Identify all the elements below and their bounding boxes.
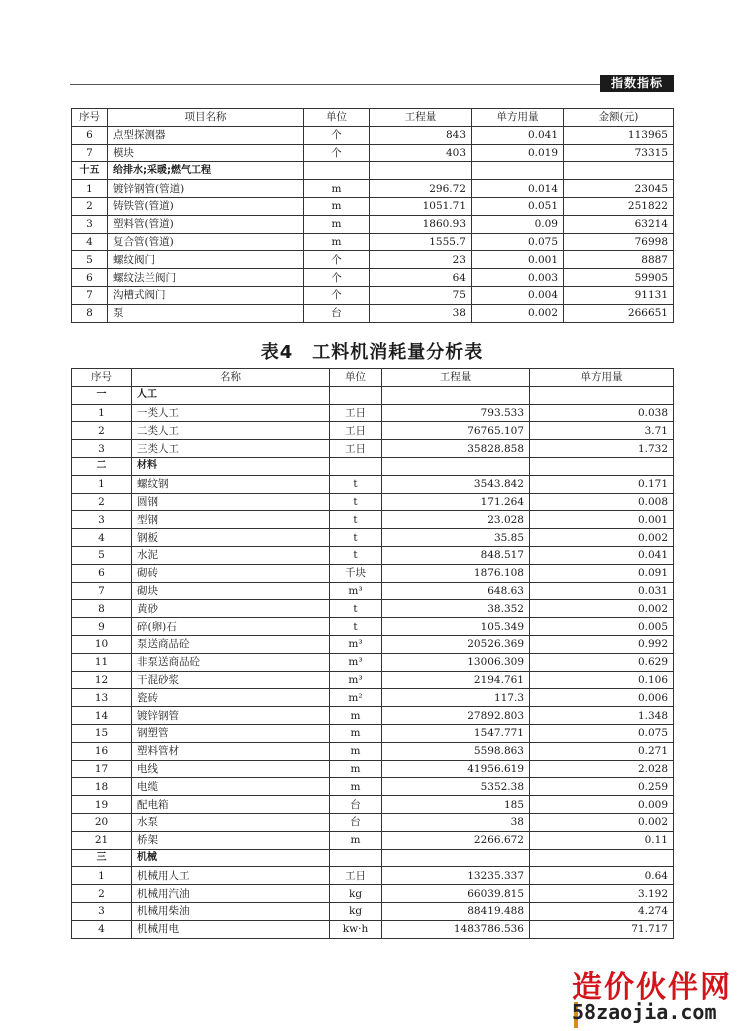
header-rule: [70, 84, 674, 85]
cell-name: 砌砖: [132, 564, 330, 582]
cell-index: 1: [72, 180, 108, 198]
col-header-quantity: 工程量: [370, 109, 472, 127]
cell-unit: kw·h: [330, 920, 382, 938]
cell-unit: [330, 386, 382, 404]
table-row: [72, 511, 674, 529]
cell-index: 14: [72, 707, 132, 725]
cell-unit: 台: [330, 813, 382, 831]
cell-quantity: 13006.309: [382, 653, 530, 671]
cell-quantity: 117.3: [382, 689, 530, 707]
cell-index: 12: [72, 671, 132, 689]
cell-name: 机械用柴油: [132, 902, 330, 920]
cell-index: 4: [72, 233, 108, 251]
cell-per-unit: 0.106: [530, 671, 674, 689]
table-row: [72, 144, 674, 162]
cell-index: 2: [72, 885, 132, 903]
cell-per-unit: 0.004: [472, 286, 564, 304]
cell-quantity: 88419.488: [382, 902, 530, 920]
cell-unit: m³: [330, 635, 382, 653]
cell-index: 2: [72, 197, 108, 215]
cell-unit: m: [330, 760, 382, 778]
cell-per-unit: 0.014: [472, 180, 564, 198]
cell-quantity: [382, 386, 530, 404]
cell-index: 4: [72, 920, 132, 938]
table-row: [72, 689, 674, 707]
cell-per-unit: 0.075: [472, 233, 564, 251]
cell-name: 瓷砖: [132, 689, 330, 707]
cell-unit: t: [330, 618, 382, 636]
cell-name: 人工: [132, 386, 330, 404]
cell-index: 8: [72, 600, 132, 618]
cell-quantity: 35.85: [382, 529, 530, 547]
cell-index: 3: [72, 902, 132, 920]
cell-amount: 91131: [564, 286, 674, 304]
col-header-per-unit: 单方用量: [530, 369, 674, 387]
section-row: [72, 162, 674, 180]
cell-per-unit: 4.274: [530, 902, 674, 920]
cell-unit: 个: [304, 144, 370, 162]
cell-quantity: 648.63: [382, 582, 530, 600]
cell-unit: m³: [330, 671, 382, 689]
cell-index: 5: [72, 251, 108, 269]
cell-per-unit: 0.629: [530, 653, 674, 671]
cell-unit: kg: [330, 902, 382, 920]
cell-name: 碎(卵)石: [132, 618, 330, 636]
table-row: [72, 635, 674, 653]
cell-amount: 73315: [564, 144, 674, 162]
cell-name: 点型探测器: [108, 126, 304, 144]
cell-index: 21: [72, 831, 132, 849]
cell-name: 一类人工: [132, 404, 330, 422]
cell-index: 7: [72, 144, 108, 162]
cell-index: 一: [72, 386, 132, 404]
cell-name: 镀锌钢管: [132, 707, 330, 725]
cell-name: 泵: [108, 304, 304, 322]
cell-quantity: 843: [370, 126, 472, 144]
table-header-row: [72, 369, 674, 387]
cell-amount: 76998: [564, 233, 674, 251]
table-row: [72, 885, 674, 903]
cell-per-unit: [530, 457, 674, 475]
cell-name: 机械用人工: [132, 867, 330, 885]
cell-unit: m³: [330, 582, 382, 600]
cell-name: 水泥: [132, 546, 330, 564]
cell-quantity: 3543.842: [382, 475, 530, 493]
cell-unit: 台: [330, 796, 382, 814]
section-row: [72, 849, 674, 867]
table-row: [72, 831, 674, 849]
table-row: [72, 251, 674, 269]
cell-unit: t: [330, 529, 382, 547]
cell-quantity: 1876.108: [382, 564, 530, 582]
table-row: [72, 671, 674, 689]
table-row: [72, 233, 674, 251]
table-row: [72, 197, 674, 215]
cell-quantity: 20526.369: [382, 635, 530, 653]
cell-quantity: 76765.107: [382, 422, 530, 440]
cell-unit: 个: [304, 126, 370, 144]
table-row: [72, 618, 674, 636]
cell-index: 1: [72, 404, 132, 422]
cell-per-unit: 0.019: [472, 144, 564, 162]
cell-quantity: 38: [370, 304, 472, 322]
cell-per-unit: 0.002: [530, 813, 674, 831]
cell-per-unit: 0.006: [530, 689, 674, 707]
cell-index: 二: [72, 457, 132, 475]
cell-per-unit: 0.008: [530, 493, 674, 511]
col-header-name: 项目名称: [108, 109, 304, 127]
cell-quantity: 185: [382, 796, 530, 814]
cell-unit: kg: [330, 885, 382, 903]
cell-index: 3: [72, 440, 132, 458]
cell-name: 机械用电: [132, 920, 330, 938]
table-row: [72, 546, 674, 564]
cell-per-unit: 0.075: [530, 724, 674, 742]
cell-name: 铸铁管(管道): [108, 197, 304, 215]
cell-quantity: [382, 849, 530, 867]
cell-per-unit: 71.717: [530, 920, 674, 938]
col-header-index: 序号: [72, 369, 132, 387]
table-row: [72, 269, 674, 287]
table-row: [72, 920, 674, 938]
cell-unit: m: [330, 724, 382, 742]
watermark-logo-text: 造价伙伴网: [572, 970, 732, 1005]
cell-unit: m: [330, 778, 382, 796]
cell-amount: 251822: [564, 197, 674, 215]
cell-index: 8: [72, 304, 108, 322]
cell-per-unit: 0.038: [530, 404, 674, 422]
cell-name: 螺纹钢: [132, 475, 330, 493]
cell-index: 6: [72, 564, 132, 582]
cell-name: 圆钢: [132, 493, 330, 511]
cell-quantity: [370, 162, 472, 180]
table-row: [72, 707, 674, 725]
cell-index: 4: [72, 529, 132, 547]
cell-index: 13: [72, 689, 132, 707]
table-row: [72, 778, 674, 796]
cell-index: 10: [72, 635, 132, 653]
cell-unit: 个: [304, 269, 370, 287]
cell-per-unit: 0.091: [530, 564, 674, 582]
cell-quantity: 105.349: [382, 618, 530, 636]
cell-quantity: 848.517: [382, 546, 530, 564]
cell-index: 三: [72, 849, 132, 867]
table-row: [72, 304, 674, 322]
cell-amount: 113965: [564, 126, 674, 144]
cell-index: 17: [72, 760, 132, 778]
col-header-per-unit: 单方用量: [472, 109, 564, 127]
cell-quantity: 5352.38: [382, 778, 530, 796]
cell-index: 5: [72, 546, 132, 564]
col-header-quantity: 工程量: [382, 369, 530, 387]
table-row: [72, 724, 674, 742]
cell-index: 6: [72, 126, 108, 144]
cell-name: 型钢: [132, 511, 330, 529]
cell-quantity: 38: [382, 813, 530, 831]
cell-quantity: 23: [370, 251, 472, 269]
table-row: [72, 902, 674, 920]
table-row: [72, 529, 674, 547]
cell-index: 1: [72, 475, 132, 493]
cell-index: 16: [72, 742, 132, 760]
cell-unit: t: [330, 475, 382, 493]
cell-unit: 个: [304, 286, 370, 304]
cell-per-unit: 0.259: [530, 778, 674, 796]
section-row: [72, 457, 674, 475]
cell-name: 干混砂浆: [132, 671, 330, 689]
cell-name: 三类人工: [132, 440, 330, 458]
table-row: [72, 867, 674, 885]
cell-quantity: 5598.863: [382, 742, 530, 760]
watermark-url: 58zaojia.com: [572, 1000, 717, 1024]
cell-unit: t: [330, 493, 382, 511]
cell-per-unit: 0.001: [472, 251, 564, 269]
table-row: [72, 493, 674, 511]
cell-index: 1: [72, 867, 132, 885]
cell-unit: 千块: [330, 564, 382, 582]
cell-per-unit: 1.732: [530, 440, 674, 458]
cell-quantity: 2194.761: [382, 671, 530, 689]
cell-unit: m: [330, 831, 382, 849]
cell-quantity: 1547.771: [382, 724, 530, 742]
cell-per-unit: 3.192: [530, 885, 674, 903]
cell-name: 电线: [132, 760, 330, 778]
cell-quantity: 13235.337: [382, 867, 530, 885]
cell-unit: [330, 849, 382, 867]
cell-per-unit: 0.031: [530, 582, 674, 600]
cell-name: 塑料管(管道): [108, 215, 304, 233]
cell-unit: 工日: [330, 867, 382, 885]
cell-quantity: 1860.93: [370, 215, 472, 233]
cell-index: 19: [72, 796, 132, 814]
cell-index: 2: [72, 422, 132, 440]
cell-index: 3: [72, 511, 132, 529]
cell-per-unit: 0.041: [530, 546, 674, 564]
table-row: [72, 422, 674, 440]
cell-name: 非泵送商品砼: [132, 653, 330, 671]
cell-unit: m³: [330, 653, 382, 671]
table-row: [72, 653, 674, 671]
table-row: [72, 126, 674, 144]
cell-per-unit: 0.003: [472, 269, 564, 287]
cell-per-unit: 0.001: [530, 511, 674, 529]
cell-per-unit: 3.71: [530, 422, 674, 440]
cell-per-unit: 0.009: [530, 796, 674, 814]
cell-quantity: 64: [370, 269, 472, 287]
cell-unit: t: [330, 511, 382, 529]
cell-quantity: 66039.815: [382, 885, 530, 903]
cell-per-unit: 1.348: [530, 707, 674, 725]
cell-name: 配电箱: [132, 796, 330, 814]
table-row: [72, 760, 674, 778]
cell-name: 泵送商品砼: [132, 635, 330, 653]
table-row: [72, 564, 674, 582]
cell-amount: 8887: [564, 251, 674, 269]
table-row: [72, 582, 674, 600]
table-row: [72, 286, 674, 304]
cell-unit: 工日: [330, 440, 382, 458]
cell-per-unit: 0.992: [530, 635, 674, 653]
cell-quantity: 27892.803: [382, 707, 530, 725]
cell-unit: 个: [304, 251, 370, 269]
cell-quantity: 1483786.536: [382, 920, 530, 938]
cell-quantity: 41956.619: [382, 760, 530, 778]
cell-name: 材料: [132, 457, 330, 475]
cell-index: 20: [72, 813, 132, 831]
cell-name: 机械: [132, 849, 330, 867]
cell-index: 9: [72, 618, 132, 636]
section-row: [72, 386, 674, 404]
cell-per-unit: 0.64: [530, 867, 674, 885]
table-row: [72, 742, 674, 760]
table-row: [72, 813, 674, 831]
cell-unit: [330, 457, 382, 475]
cell-amount: [564, 162, 674, 180]
table-row: [72, 440, 674, 458]
table-3: [71, 108, 674, 323]
cell-index: 十五: [72, 162, 108, 180]
cell-per-unit: 0.11: [530, 831, 674, 849]
table-row: [72, 600, 674, 618]
cell-quantity: 75: [370, 286, 472, 304]
cell-amount: 59905: [564, 269, 674, 287]
table-4-title: 表4 工料机消耗量分析表: [260, 342, 484, 363]
cell-name: 模块: [108, 144, 304, 162]
cell-name: 桥架: [132, 831, 330, 849]
cell-amount: 266651: [564, 304, 674, 322]
cell-index: 7: [72, 582, 132, 600]
cell-name: 沟槽式阀门: [108, 286, 304, 304]
cell-unit: m²: [330, 689, 382, 707]
cell-name: 螺纹法兰阀门: [108, 269, 304, 287]
cell-quantity: 403: [370, 144, 472, 162]
cell-quantity: 38.352: [382, 600, 530, 618]
cell-index: 18: [72, 778, 132, 796]
table-row: [72, 796, 674, 814]
cell-unit: t: [330, 600, 382, 618]
cell-name: 水泵: [132, 813, 330, 831]
cell-per-unit: 0.171: [530, 475, 674, 493]
cell-index: 2: [72, 493, 132, 511]
cell-unit: 工日: [330, 422, 382, 440]
cell-name: 黄砂: [132, 600, 330, 618]
cell-name: 电缆: [132, 778, 330, 796]
cell-unit: m: [304, 233, 370, 251]
cell-index: 7: [72, 286, 108, 304]
cell-amount: 23045: [564, 180, 674, 198]
cell-per-unit: 0.002: [530, 600, 674, 618]
cell-quantity: 171.264: [382, 493, 530, 511]
cell-name: 钢塑管: [132, 724, 330, 742]
table-row: [72, 215, 674, 233]
cell-per-unit: 0.002: [472, 304, 564, 322]
cell-per-unit: 0.051: [472, 197, 564, 215]
cell-per-unit: [530, 849, 674, 867]
cell-unit: [304, 162, 370, 180]
col-header-unit: 单位: [304, 109, 370, 127]
table-row: [72, 475, 674, 493]
cell-quantity: [382, 457, 530, 475]
cell-index: 11: [72, 653, 132, 671]
cell-unit: m: [304, 197, 370, 215]
cell-per-unit: 2.028: [530, 760, 674, 778]
col-header-unit: 单位: [330, 369, 382, 387]
cell-quantity: 1555.7: [370, 233, 472, 251]
cell-name: 二类人工: [132, 422, 330, 440]
cell-amount: 63214: [564, 215, 674, 233]
col-header-name: 名称: [132, 369, 330, 387]
cell-name: 机械用汽油: [132, 885, 330, 903]
cell-quantity: 1051.71: [370, 197, 472, 215]
cell-index: 3: [72, 215, 108, 233]
cell-quantity: 2266.672: [382, 831, 530, 849]
cell-name: 镀锌钢管(管道): [108, 180, 304, 198]
cell-name: 复合管(管道): [108, 233, 304, 251]
cell-name: 给排水;采暖;燃气工程: [108, 162, 304, 180]
cell-per-unit: 0.002: [530, 529, 674, 547]
cell-per-unit: 0.09: [472, 215, 564, 233]
cell-unit: 台: [304, 304, 370, 322]
cell-index: 15: [72, 724, 132, 742]
cell-index: 6: [72, 269, 108, 287]
cell-per-unit: 0.271: [530, 742, 674, 760]
cell-per-unit: [530, 386, 674, 404]
cell-per-unit: 0.041: [472, 126, 564, 144]
cell-unit: m: [330, 707, 382, 725]
cell-unit: 工日: [330, 404, 382, 422]
cell-quantity: 793.533: [382, 404, 530, 422]
cell-unit: m: [304, 180, 370, 198]
cell-name: 螺纹阀门: [108, 251, 304, 269]
cell-unit: m: [330, 742, 382, 760]
cell-name: 钢板: [132, 529, 330, 547]
cell-unit: t: [330, 546, 382, 564]
cell-quantity: 23.028: [382, 511, 530, 529]
section-tag: 指数指标: [600, 75, 674, 92]
col-header-amount: 金额(元): [564, 109, 674, 127]
table-row: [72, 180, 674, 198]
cell-quantity: 296.72: [370, 180, 472, 198]
cell-unit: m: [304, 215, 370, 233]
col-header-index: 序号: [72, 109, 108, 127]
table-row: [72, 404, 674, 422]
cell-per-unit: [472, 162, 564, 180]
cell-per-unit: 0.005: [530, 618, 674, 636]
table-4: [71, 368, 674, 939]
cell-name: 塑料管材: [132, 742, 330, 760]
table-header-row: [72, 109, 674, 127]
cell-quantity: 35828.858: [382, 440, 530, 458]
cell-name: 砌块: [132, 582, 330, 600]
